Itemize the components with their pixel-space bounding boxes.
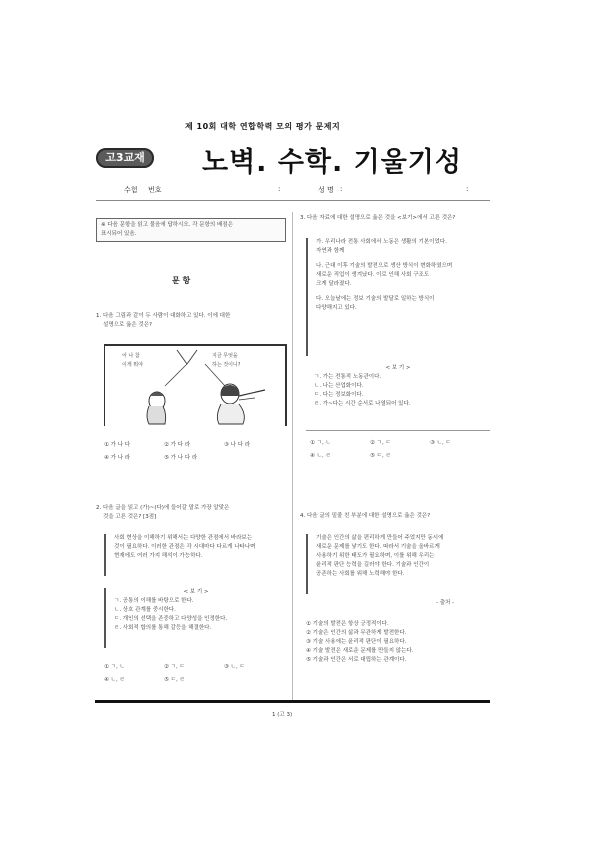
question-text: 1. 다음 그림과 같이 두 사람이 대화하고 있다. 이에 대한 [96,313,231,319]
passage-line: 새로운 직업이 생겨났다. 이로 인해 사회 구조도 [316,272,430,278]
figure-right-caption [212,352,240,370]
passage-line: 윤리적 판단 능력을 길러야 한다. 기술과 인간이 [316,562,430,568]
figure-right-line: 지금 무엇을 [212,353,238,359]
answer-option[interactable]: ⑤ ㄷ, ㄹ [370,453,391,459]
end-mark: : [466,185,469,193]
exam-header: 제 10회 대학 연합학력 모의 평가 문제지 [185,122,341,131]
passage-line: 다. 오늘날에는 정보 기술의 발달로 일하는 방식이 [316,296,435,302]
answer-option[interactable]: ② 가 다 라 [164,442,191,448]
passage-line: 나. 근대 이후 기술의 발전으로 생산 방식이 변화하였으며 [316,263,453,269]
figure-left-line: 어 나 참 [122,353,140,359]
question-3 [300,214,490,223]
answer-list [306,620,490,665]
notice-line: ※ 다음 문항을 읽고 물음에 답하시오. 각 문항의 배점은 [101,222,233,228]
question-text: 3. 다음 자료에 대한 설명으로 옳은 것을 <보기>에서 고른 것은? [300,215,456,221]
choice-line: ㄹ. 사회적 합의를 통해 갈등을 해결한다. [114,625,212,631]
passage-box [306,238,492,356]
choice-line: ㄷ. 개인의 선택을 존중하고 다양성을 인정한다. [114,616,228,622]
passage-line: 다양해지고 있다. [316,305,357,311]
subject-title: 노벽. 수학. 기울기성 [202,147,462,178]
passage-line: 사회 현상을 이해하기 위해서는 다양한 관점에서 바라보는 [114,535,253,541]
figure-left-line: 이게 뭐야 [122,362,143,368]
grade-badge: 고3교재 [96,148,154,168]
notice-line: 표시되어 있음. [101,231,137,237]
answer-option[interactable]: ④ 가 나 라 [104,455,131,461]
exam-number-sublabel: 번호 [148,186,162,194]
answer-option[interactable]: ③ ㄴ, ㄷ [430,440,451,446]
choice-line: ㄴ. 나는 산업화이다. [314,383,364,389]
choices-rule [306,430,490,431]
exam-number-label: 수험 [124,186,138,194]
question-1 [96,312,284,330]
question-text: 2. 다음 글을 읽고 (가)~(다)에 들어갈 말로 가장 알맞은 [96,505,230,511]
question-text: 설명으로 옳은 것은? [103,322,152,328]
choice-line: ㄷ. 다는 정보화이다. [314,392,364,398]
section-title: 문 항 [172,276,191,285]
name-separator-mark: : [340,185,343,193]
passage-line: 자연과 함께 [316,248,345,254]
passage-line: 현재에도 여러 가지 해석이 가능하다. [114,553,203,559]
answer-option[interactable]: ⑤ ㄷ, ㄹ [164,677,185,683]
choice-line: ㄴ. 상호 관계를 중시한다. [114,607,176,613]
answer-option[interactable]: ④ 기술 발전은 새로운 문제를 만들지 않는다. [306,648,414,654]
answer-option[interactable]: ① ㄱ, ㄴ [310,440,331,446]
header-rule [96,200,490,201]
passage-line: 사용하기 위한 태도가 필요하며, 이를 위해 우리는 [316,553,435,559]
choices-title: < 보 기 > [183,589,209,595]
answer-option[interactable]: ① 기술의 발전은 항상 긍정적이다. [306,621,389,627]
passage-line: 새로운 문제를 낳기도 한다. 따라서 기술을 올바르게 [316,544,440,550]
separator-mark: : [278,185,281,193]
footer-rule [95,700,490,703]
choices-box [306,364,490,426]
passage-line: 기술은 인간의 삶을 편리하게 만들어 주었지만 동시에 [316,535,444,541]
answer-option[interactable]: ② ㄱ, ㄷ [370,440,391,446]
question-4 [300,512,490,521]
question-2 [96,504,284,522]
answer-option[interactable]: ② 기술은 인간의 삶과 무관하게 발전한다. [306,630,407,636]
answer-option[interactable]: ③ 기술 사용에는 윤리적 판단이 필요하다. [306,639,407,645]
passage-box [104,534,286,576]
notice-box [96,218,286,242]
passage-line: 것이 필요하다. 이러한 관점은 각 시대마다 다르게 나타나며 [114,544,256,550]
name-label: 성 명 [318,186,334,194]
answer-option[interactable]: ① 가 나 다 [104,442,131,448]
figure-left-caption [122,352,143,370]
passage-box [306,534,492,594]
choice-line: ㄱ. 공통의 이해를 바탕으로 한다. [114,598,194,604]
passage-line: 크게 달라졌다. [316,281,352,287]
answer-option[interactable]: ⑤ 기술과 인간은 서로 대립하는 관계이다. [306,657,407,663]
answer-option[interactable]: ⑤ 가 나 다 라 [164,455,198,461]
answer-option[interactable]: ③ ㄴ, ㄷ [224,664,245,670]
source-note: - 출처 - [436,600,455,606]
answer-option[interactable]: ④ ㄴ, ㄹ [104,677,125,683]
answer-option[interactable]: ② ㄱ, ㄷ [164,664,185,670]
passage-line: 가. 우리나라 전통 사회에서 노동은 생활의 기본이었다. [316,239,447,245]
choice-line: ㄹ. 가~다는 시간 순서로 나열되어 있다. [314,401,411,407]
figure-right-line: 하는 것이니? [212,362,241,368]
choices-title: < 보 기 > [385,365,411,371]
choice-line: ㄱ. 가는 전통적 노동관이다. [314,374,382,380]
choices-box [104,588,286,648]
question-text: 것을 고른 것은? [3점] [103,514,157,520]
passage-line: 공존하는 사회를 위해 노력해야 한다. [316,571,405,577]
answer-option[interactable]: ③ 나 다 라 [224,442,251,448]
column-divider [292,212,293,700]
answer-option[interactable]: ① ㄱ, ㄴ [104,664,125,670]
question-text: 4. 다음 글의 밑줄 친 부분에 대한 설명으로 옳은 것은? [300,513,431,519]
answer-option[interactable]: ④ ㄴ, ㄹ [310,453,331,459]
page-label: 1 (고 3) [272,712,293,718]
